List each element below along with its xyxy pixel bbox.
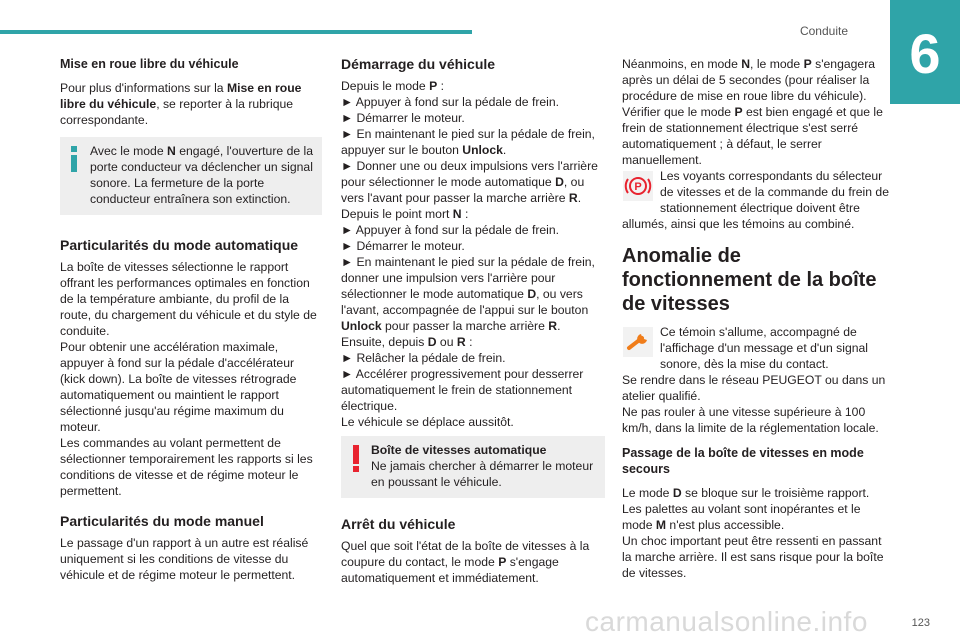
paragraph: Les voyants correspondants du sélecteur de vitesses et de la commande du frein de stationnement électrique doivent être allumés, ainsi que les témoins au combiné.: [622, 169, 889, 231]
chapter-number-tab: 6: [890, 0, 960, 104]
column-2: [341, 56, 605, 586]
step: ► Appuyer à fond sur la pédale de frein.: [341, 95, 560, 109]
paragraph: Vérifier que le mode P est bien engagé et que le frein de stationnement électrique s'est serré automatiquement ; à défaut, le serrer manuellement.: [622, 105, 883, 167]
header-accent-bar: [0, 30, 472, 34]
paragraph: Les palettes au volant sont inopérantes et le mode M n'est plus accessible.: [622, 502, 861, 532]
heading-auto-mode: Particularités du mode automatique: [60, 237, 299, 253]
heading-freewheel: Mise en roue libre du véhicule: [60, 57, 239, 71]
svg-text:P: P: [634, 181, 642, 193]
warning-title: Boîte de vitesses automatique: [371, 443, 547, 457]
warning-text: Ne jamais chercher à démarrer le moteur en poussant le véhicule.: [371, 459, 594, 489]
paragraph: Ce témoin s'allume, accompagné de l'affichage d'un message et d'un signal sonore, dès la mise du contact.: [660, 325, 868, 371]
paragraph: Néanmoins, en mode N, le mode P s'engagera après un délai de 5 secondes (pour réaliser la procédure de mise en roue libre du véhicule).: [622, 57, 876, 103]
paragraph: Depuis le mode P :: [341, 79, 444, 93]
step: ► Appuyer à fond sur la pédale de frein.: [341, 223, 560, 237]
paragraph: Se rendre dans le réseau PEUGEOT ou dans un atelier qualifié.: [622, 373, 886, 403]
step: ► En maintenant le pied sur la pédale de frein, donner une impulsion vers l'arrière pour sélectionner le mode automatique D, ou vers l'avant, accompagnée de l'appui sur le bouton Unlock pour passer la marche arrière R.: [341, 255, 595, 333]
step: ► Démarrer le moteur.: [341, 239, 465, 253]
page-number: 123: [911, 617, 930, 629]
paragraph: Pour obtenir une accélération maximale, appuyer à fond sur la pédale d'accélérateur (kick down). La boîte de vitesses rétrograde automatiquement ou maintient le rapport sélectionné jusqu'au régime maximum du moteur.: [60, 340, 297, 434]
paragraph: Le passage d'un rapport à un autre est réalisé uniquement si les conditions de vitesse du véhicule et de régime moteur le permettent.: [60, 536, 309, 582]
paragraph: Les commandes au volant permettent de sélectionner temporairement les rapports si les conditions de vitesse et de régime moteur le permettent.: [60, 436, 313, 498]
watermark: carmanualsonline.info: [585, 606, 868, 637]
section-title: Conduite: [799, 24, 848, 38]
step: ► Accélérer progressivement pour desserrer automatiquement le frein de stationnement électrique.: [341, 367, 584, 413]
paragraph: Le véhicule se déplace aussitôt.: [341, 415, 514, 429]
heading-manual-mode: Particularités du mode manuel: [60, 513, 264, 529]
wrench-warning-icon: [622, 326, 654, 358]
paragraph: Depuis le point mort N :: [341, 207, 469, 221]
heading-stop: Arrêt du véhicule: [341, 516, 456, 532]
paragraph: Pour plus d'informations sur la Mise en roue libre du véhicule, se reporter à la rubrique correspondante.: [60, 81, 302, 127]
paragraph: Ensuite, depuis D ou R :: [341, 335, 473, 349]
paragraph: La boîte de vitesses sélectionne le rapport offrant les performances optimales en fonction de la température ambiante, du profil de la route, du chargement du véhicule et du style de conduite.: [60, 260, 317, 338]
column-3: [622, 56, 890, 581]
step: ► Démarrer le moteur.: [341, 111, 465, 125]
paragraph: Ne pas rouler à une vitesse supérieure à 100 km/h, dans la limite de la réglementation locale.: [622, 405, 879, 435]
paragraph: Un choc important peut être ressenti en passant la marche arrière. Il est sans risque pour la boîte de vitesses.: [622, 534, 884, 580]
heading-gearbox-fault: Anomalie de fonctionnement de la boîte de vitesses: [622, 245, 877, 315]
step: ► En maintenant le pied sur la pédale de frein, appuyer sur le bouton Unlock.: [341, 127, 595, 157]
warning-box: [341, 436, 605, 498]
parking-brake-warning-icon: [622, 170, 654, 202]
step: ► Donner une ou deux impulsions vers l'arrière pour sélectionner le mode automatique D, ou vers l'avant pour passer la marche arrière R.: [341, 159, 598, 205]
paragraph: Quel que soit l'état de la boîte de vitesses à la coupure du contact, le mode P s'engage automatiquement et immédiatement.: [341, 539, 590, 585]
warning-icon: [353, 445, 359, 472]
info-box: Avec le mode N engagé, l'ouverture de la porte conducteur va déclencher un signal sonore. La fermeture de la porte conducteur entraînera son extinction.: [60, 137, 322, 215]
paragraph: Le mode D se bloque sur le troisième rapport.: [622, 486, 870, 500]
heading-limp-mode: Passage de la boîte de vitesses en mode secours: [622, 446, 864, 476]
info-icon: [70, 146, 78, 172]
heading-start: Démarrage du véhicule: [341, 56, 496, 72]
column-1: [60, 56, 322, 583]
step: ► Relâcher la pédale de frein.: [341, 351, 506, 365]
